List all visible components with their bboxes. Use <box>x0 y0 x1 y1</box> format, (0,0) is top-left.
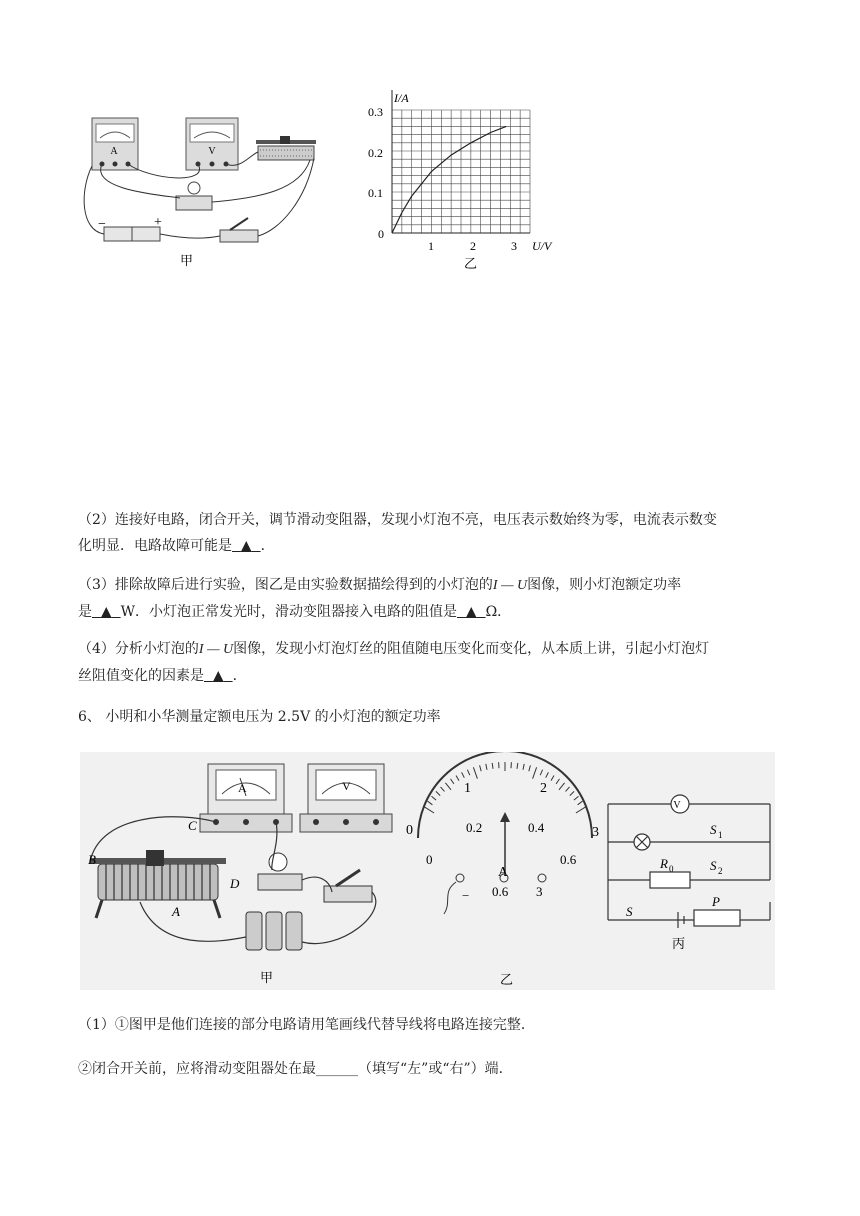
question-3-text: （3）排除故障后进行实验，图乙是由实验数据描绘得到的小灯泡的 <box>78 577 493 593</box>
meter-needle-tip <box>500 812 510 822</box>
question-3-line-1 <box>78 572 778 599</box>
battery-plus: + <box>154 215 162 230</box>
question-3-line-2 <box>78 599 778 625</box>
graph-x-tick: 1 <box>428 239 434 253</box>
dial-bottom-04: 0.4 <box>528 820 545 835</box>
question-2-line-1: （2）连接好电路，闭合开关，调节滑动变阻器，发现小灯泡不亮，电压表示数始终为零，电流表示数变 <box>78 512 717 528</box>
dial-tick <box>432 796 437 800</box>
dial-tick <box>492 763 493 769</box>
battery-icon <box>246 912 302 950</box>
figure-2 <box>80 752 775 990</box>
dial-tick <box>529 765 531 771</box>
dial-tick <box>424 807 434 813</box>
dial-tick <box>556 779 559 784</box>
terminal-label-b: B <box>88 852 96 867</box>
switch-icon <box>324 870 372 902</box>
dial-tick <box>533 767 537 778</box>
dial-tick <box>462 772 465 777</box>
dial-tick <box>559 783 565 790</box>
voltmeter-letter: V <box>342 779 351 793</box>
question-2-text: 化明显．电路故障可能是 <box>78 538 232 554</box>
graph-x-tick: 3 <box>511 239 517 253</box>
meter-terminal-06: 0.6 <box>492 884 509 899</box>
question-2-end: ． <box>260 538 275 554</box>
question-4-text-2: 丝阻值变化的因素是 <box>78 668 204 684</box>
graph-y-tick: 0.2 <box>368 146 383 160</box>
dial-tick <box>570 791 574 795</box>
iu-graph <box>368 90 553 271</box>
answer-blank[interactable]: ▲ <box>240 538 252 554</box>
dial-tick <box>523 764 524 770</box>
circuit-voltmeter-letter: V <box>673 800 681 811</box>
dial-tick <box>428 801 433 805</box>
dial-tick <box>451 779 454 784</box>
lamp-icon <box>176 182 212 210</box>
circuit-r0-sub: 0 <box>669 864 674 874</box>
circuit-s1-sub: 1 <box>718 830 723 840</box>
dial-tick <box>480 765 482 771</box>
figure-2-bing-caption: 丙 <box>672 936 686 951</box>
dial-tick <box>574 796 579 800</box>
question-3-text-cont: 图像，则小灯泡额定功率 <box>527 577 682 593</box>
dial-tick <box>436 791 440 795</box>
iu-symbol: I — U <box>492 578 528 593</box>
question-3 <box>78 572 778 625</box>
iu-curve <box>392 126 506 233</box>
dial-tick <box>486 764 487 770</box>
figure-1-jia-caption: 甲 <box>180 253 194 268</box>
question-4-end: ． <box>232 668 247 684</box>
dial-tick <box>445 783 451 790</box>
voltmeter-icon <box>300 764 392 832</box>
voltmeter-icon <box>186 118 238 170</box>
dial-tick <box>473 767 477 778</box>
rheostat-icon <box>90 850 226 918</box>
voltmeter-letter: V <box>208 146 216 157</box>
question-6-1-line-1: （1）①图甲是他们连接的部分电路请用笔画线代替导线将电路连接完整． <box>78 1017 535 1033</box>
circuit-s2-sub: 2 <box>718 866 723 876</box>
figure-1-yi-caption: 乙 <box>464 256 478 271</box>
circuit-r0: R <box>660 856 668 871</box>
battery-minus: − <box>98 217 106 232</box>
question-6-1-line-2: ②闭合开关前，应将滑动变阻器处在最______（填写“左”或“右”）端． <box>78 1061 513 1077</box>
meter-terminal-minus: − <box>462 888 470 903</box>
battery-icon <box>98 215 162 241</box>
dial-top-1: 1 <box>464 781 471 796</box>
dial-tick <box>551 776 554 781</box>
question-3-text-2: 是 <box>78 604 92 620</box>
graph-y-label: I/A <box>394 91 409 105</box>
ammeter-letter: A <box>238 781 247 795</box>
dial-tick <box>456 776 459 781</box>
meter-terminal-3: 3 <box>536 884 543 899</box>
lamp-icon <box>258 853 302 890</box>
dial-tick <box>441 787 445 792</box>
graph-y-tick: 0 <box>378 227 384 241</box>
dial-tick <box>467 770 469 776</box>
dial-top-2: 2 <box>540 781 547 796</box>
dial-top-3: 3 <box>592 825 599 840</box>
dial-bottom-06: 0.6 <box>560 852 577 867</box>
meter-dial <box>406 752 599 987</box>
dial-bottom-02: 0.2 <box>466 820 483 835</box>
figure-2-jia-caption: 甲 <box>260 970 274 985</box>
question-4-text-cont: 图像，发现小灯泡灯丝的阻值随电压变化而变化，从本质上讲，引起小灯泡灯 <box>233 641 710 657</box>
switch-icon <box>220 218 258 242</box>
dial-bottom-0: 0 <box>426 852 433 867</box>
question-3-text-mid: W．小灯泡正常发光时，滑动变阻器接入电路的阻值是 <box>120 604 457 620</box>
dial-tick <box>546 772 549 777</box>
circuit-s2: S <box>710 858 717 873</box>
question-4-text: （4）分析小灯泡的 <box>78 641 199 657</box>
graph-x-label: U/V <box>532 239 552 253</box>
graph-x-tick: 2 <box>470 239 476 253</box>
circuit-p: P <box>712 894 720 909</box>
figure-2-yi-caption: 乙 <box>500 972 514 987</box>
circuit-s: S <box>626 904 633 919</box>
rheostat-icon <box>256 136 316 160</box>
graph-y-tick: 0.3 <box>368 105 383 119</box>
figure-2-drawing <box>80 752 775 990</box>
dial-tick <box>566 787 570 792</box>
ammeter-letter: A <box>110 146 118 157</box>
circuit-s1: S <box>710 822 717 837</box>
answer-blank[interactable]: ▲ <box>212 668 224 684</box>
dial-tick <box>578 801 583 805</box>
question-4-line-2 <box>78 663 778 689</box>
ammeter-icon <box>92 118 138 170</box>
terminal-label-c: C <box>188 818 197 833</box>
question-2-line-2 <box>78 533 778 559</box>
question-2 <box>78 507 778 559</box>
question-6-header: 6、 小明和小华测量定额电压为 2.5V 的小灯泡的额定功率 <box>78 709 441 725</box>
answer-blank-resistance[interactable]: ▲ <box>465 604 477 620</box>
figure-1 <box>70 80 570 280</box>
question-4 <box>78 636 778 689</box>
terminal-label-d: D <box>230 876 240 891</box>
dial-tick <box>576 807 586 813</box>
iu-symbol: I — U <box>198 642 234 657</box>
graph-grid <box>392 110 530 233</box>
question-4-line-1 <box>78 636 778 663</box>
dial-tick <box>517 763 518 769</box>
answer-blank-power[interactable]: ▲ <box>100 604 112 620</box>
graph-y-tick: 0.1 <box>368 186 383 200</box>
question-3-end: Ω． <box>485 604 512 620</box>
dial-top-0: 0 <box>406 823 413 838</box>
dial-tick <box>540 770 542 776</box>
terminal-label-a: A <box>172 904 180 919</box>
meter-unit: A <box>498 865 509 880</box>
figure-1-drawing <box>70 80 570 280</box>
